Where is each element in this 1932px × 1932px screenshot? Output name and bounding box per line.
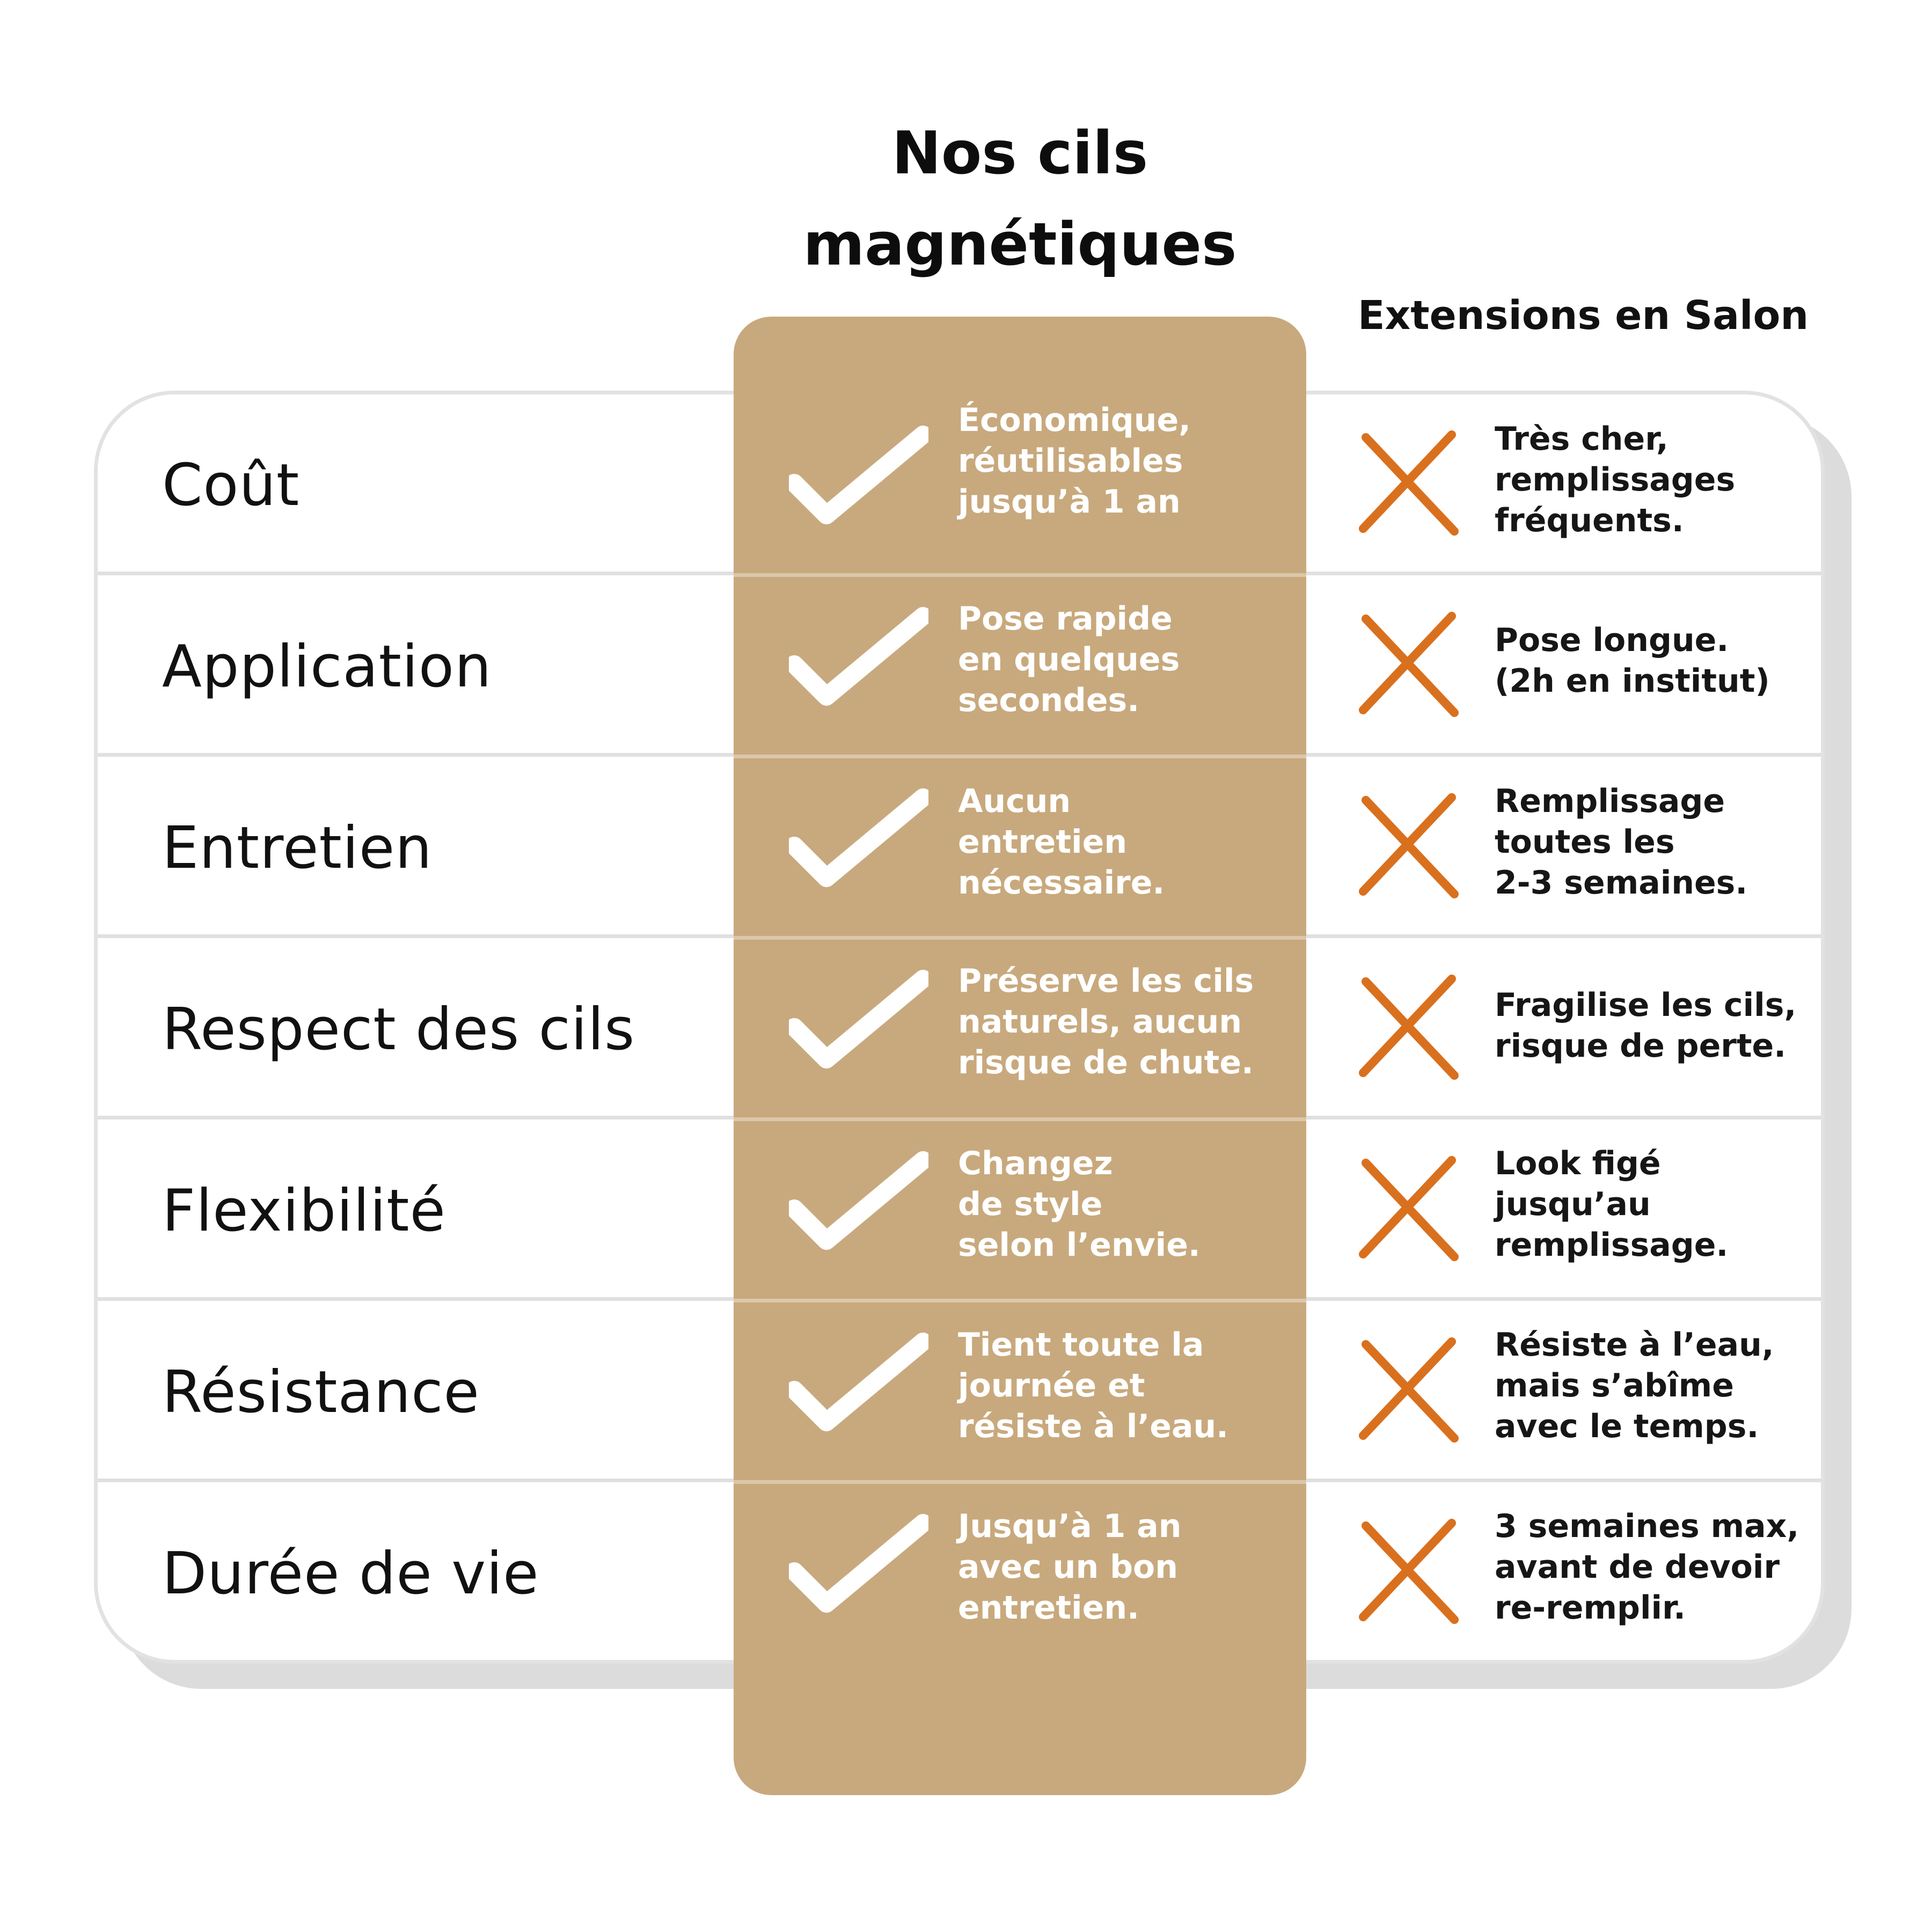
row-label: Application (162, 633, 492, 700)
cons-text: Très cher, remplissages fréquents. (1495, 420, 1736, 539)
pros-text: Jusqu’à 1 an avec un bon entretien. (958, 1507, 1182, 1627)
cons-text: Look figé jusqu’au remplissage. (1495, 1145, 1729, 1264)
pros-text: Préserve les cils naturels, aucun risque de chute. (958, 962, 1254, 1081)
cross-icon (1355, 792, 1462, 899)
cons-text: 3 semaines max, avant de devoir re-remplir. (1495, 1507, 1799, 1627)
cross-icon (1355, 429, 1462, 537)
check-icon (789, 424, 928, 531)
check-icon (789, 787, 928, 894)
row-label: Coût (162, 451, 300, 519)
cross-icon (1355, 1155, 1462, 1262)
row-divider (734, 755, 1306, 758)
row-divider (734, 1299, 1306, 1302)
pros-column-title: Nos cils magnétiques (803, 119, 1237, 279)
row-divider (734, 936, 1306, 940)
check-icon (789, 1150, 928, 1257)
check-icon (789, 605, 928, 713)
cons-text: Résiste à l’eau, mais s’abîme avec le temps. (1495, 1326, 1774, 1445)
cross-icon (1355, 974, 1462, 1081)
check-icon (789, 1331, 928, 1438)
pros-text: Tient toute la journée et résiste à l’eau. (958, 1326, 1228, 1445)
row-divider (734, 1480, 1306, 1484)
cons-column-title: Extensions en Salon (1357, 292, 1809, 339)
pros-text: Économique, réutilisables jusqu’à 1 an (958, 401, 1191, 521)
pros-text: Pose rapide en quelques secondes. (958, 600, 1180, 719)
check-icon (789, 1512, 928, 1620)
row-divider (734, 573, 1306, 577)
cons-text: Fragilise les cils, risque de perte. (1495, 986, 1797, 1065)
row-label: Entretien (162, 814, 433, 882)
row-divider (734, 1117, 1306, 1121)
row-label: Respect des cils (162, 996, 635, 1063)
cons-text: Remplissage toutes les 2-3 semaines. (1495, 782, 1748, 902)
pros-text: Changez de style selon l’envie. (958, 1145, 1201, 1264)
cons-text: Pose longue. (2h en institut) (1495, 621, 1770, 700)
cross-icon (1355, 1518, 1462, 1625)
cross-icon (1355, 1336, 1462, 1444)
check-icon (789, 968, 928, 1075)
row-label: Durée de vie (162, 1540, 539, 1607)
row-label: Résistance (162, 1358, 480, 1426)
pros-text: Aucun entretien nécessaire. (958, 782, 1165, 902)
row-label: Flexibilité (162, 1177, 446, 1245)
cross-icon (1355, 611, 1462, 718)
